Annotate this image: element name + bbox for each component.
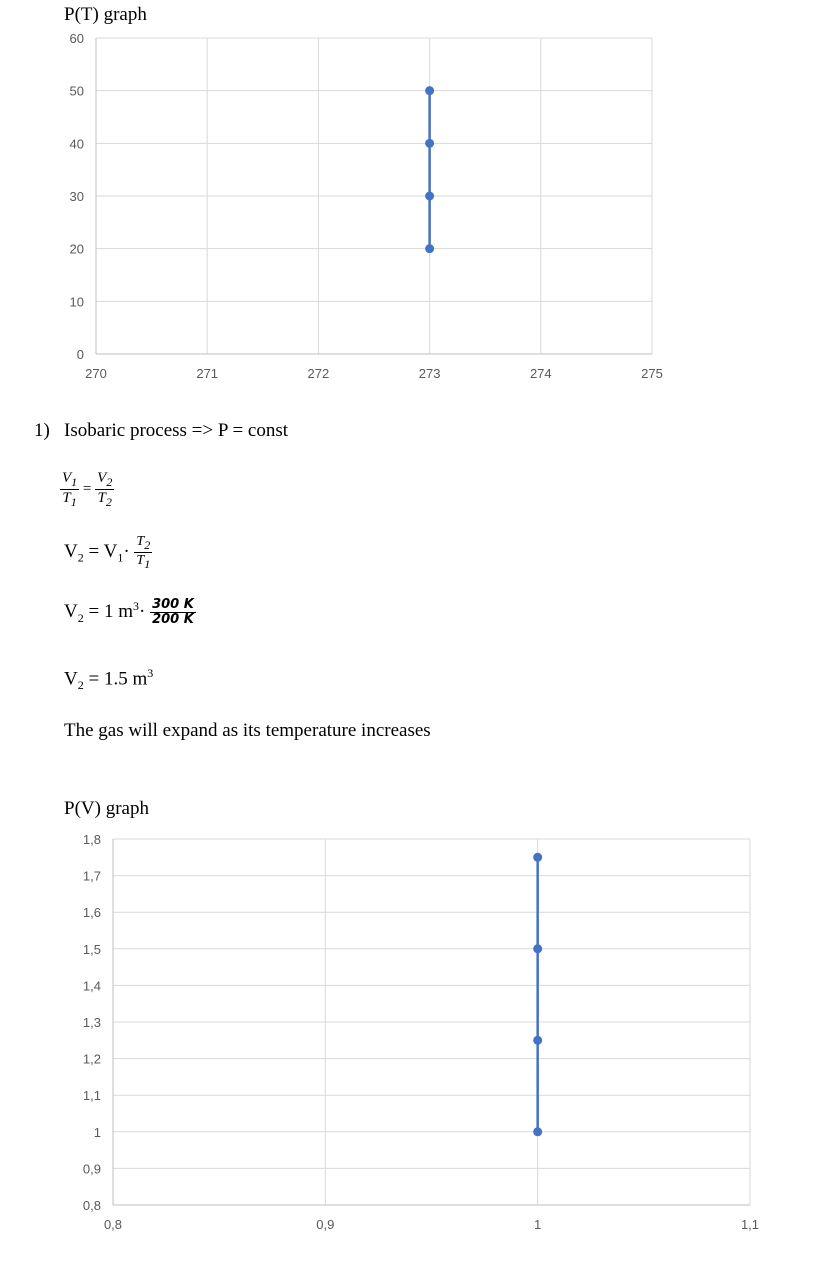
- x-tick-label: 272: [307, 366, 330, 381]
- x-tick-label: 274: [529, 366, 552, 381]
- y-tick-label: 60: [69, 31, 84, 46]
- y-tick-label: 1: [93, 1124, 101, 1140]
- eq-operator: ·: [123, 540, 130, 562]
- data-point: [425, 192, 434, 201]
- equation-charles-law: [60, 470, 114, 509]
- data-point: [533, 1036, 542, 1045]
- data-point: [425, 139, 434, 148]
- eq-symbol: V: [64, 540, 78, 562]
- eq-symbol: = 1.5 m: [83, 668, 148, 690]
- y-tick-label: 40: [69, 136, 84, 152]
- eq-symbol: V: [62, 470, 72, 486]
- eq-denominator: 200 K: [152, 612, 194, 628]
- equation-v2-result: [64, 666, 153, 693]
- eq-subscript: 2: [144, 537, 151, 552]
- y-tick-label: 50: [69, 83, 84, 99]
- y-tick-label: 1,3: [82, 1015, 101, 1030]
- eq-subscript: 2: [77, 550, 84, 565]
- x-tick-label: 273: [418, 366, 441, 381]
- y-tick-label: 0: [76, 347, 84, 362]
- eq-symbol: = V: [83, 540, 118, 562]
- data-point: [425, 86, 434, 95]
- y-tick-label: 1,6: [82, 905, 101, 921]
- eq-symbol: T: [62, 490, 71, 507]
- eq-subscript: 2: [77, 610, 84, 625]
- chart1-title: P(T) graph: [64, 4, 147, 25]
- x-tick-label: 1: [534, 1217, 542, 1232]
- y-tick-label: 0,9: [82, 1161, 101, 1177]
- eq-symbol: T: [136, 552, 145, 568]
- x-tick-label: 0,9: [316, 1217, 335, 1232]
- y-tick-label: 1,8: [82, 832, 101, 847]
- data-point: [533, 1127, 542, 1136]
- eq-symbol: T: [136, 534, 145, 549]
- eq-symbol: V: [64, 668, 78, 690]
- list-item-number: 1): [34, 420, 50, 441]
- y-tick-label: 30: [69, 189, 84, 204]
- y-tick-label: 1,2: [82, 1051, 101, 1067]
- x-tick-label: 270: [85, 366, 107, 381]
- x-tick-label: 275: [641, 366, 663, 381]
- eq-superscript: 3: [132, 598, 139, 613]
- x-tick-label: 1,1: [740, 1217, 760, 1232]
- eq-operator: ·: [138, 601, 146, 623]
- x-tick-label: 271: [196, 366, 219, 381]
- eq-subscript: 2: [106, 475, 113, 489]
- x-tick-label: 0,8: [103, 1217, 123, 1232]
- chart2-title: P(V) graph: [64, 798, 149, 819]
- eq-numerator: 300 K: [152, 597, 194, 612]
- y-tick-label: 10: [69, 294, 84, 310]
- conclusion-text: The gas will expand as its temperature increases: [64, 720, 431, 741]
- eq-symbol: = 1 m: [83, 601, 133, 623]
- y-tick-label: 1,1: [82, 1088, 101, 1104]
- eq-subscript: 2: [77, 678, 84, 693]
- eq-operator: =: [82, 481, 92, 498]
- eq-symbol: V: [97, 470, 107, 486]
- eq-superscript: 3: [147, 666, 154, 680]
- eq-subscript: 1: [71, 475, 78, 489]
- data-point: [533, 944, 542, 953]
- y-tick-label: 1,7: [82, 868, 101, 884]
- equation-v2-formula: [64, 534, 152, 571]
- y-tick-label: 1,5: [82, 941, 101, 957]
- y-tick-label: 20: [69, 241, 84, 257]
- eq-symbol: T: [97, 490, 106, 507]
- eq-subscript: 1: [70, 495, 77, 510]
- y-tick-label: 0,8: [82, 1198, 101, 1213]
- list-item-text: Isobaric process => P = const: [64, 420, 289, 441]
- eq-symbol: V: [64, 601, 78, 623]
- eq-subscript: 1: [144, 556, 151, 571]
- pt-chart: [0, 0, 816, 395]
- data-point: [425, 244, 434, 253]
- eq-subscript: 1: [117, 550, 124, 565]
- equation-v2-substitution: [64, 598, 196, 628]
- data-point: [533, 853, 542, 862]
- y-tick-label: 1,4: [82, 978, 101, 994]
- eq-subscript: 2: [105, 495, 112, 510]
- pv-chart: [0, 820, 816, 1250]
